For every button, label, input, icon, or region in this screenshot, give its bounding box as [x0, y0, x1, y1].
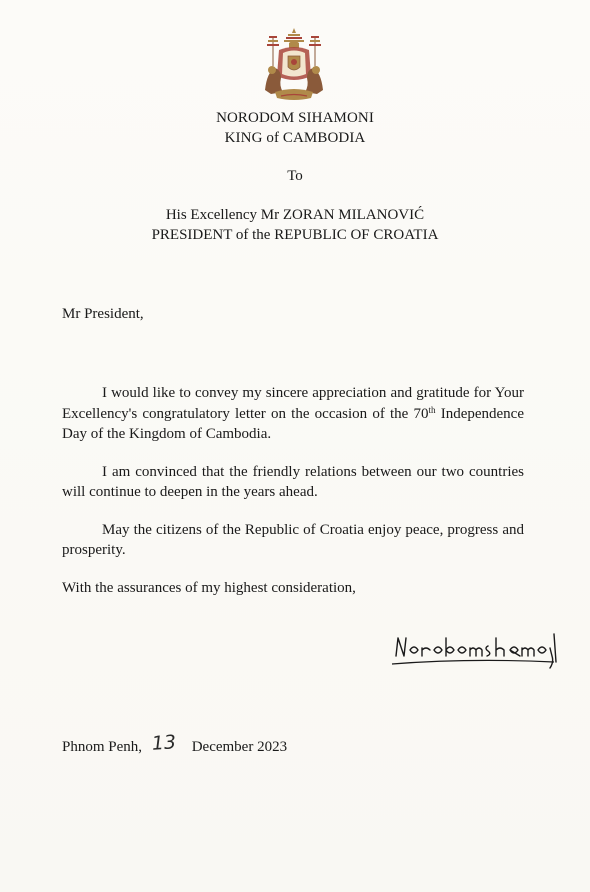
addressee-block	[0, 205, 590, 245]
sender-title: KING of CAMBODIA	[224, 130, 366, 146]
sender-name: NORODOM SIHAMONI	[216, 110, 374, 126]
paragraph-appreciation: I would like to convey my sincere appreciation and gratitude for Your Excellency's congratulatory letter on the occasion of the 70th Independence Day of the Kingdom of Cambodia.	[62, 385, 524, 442]
paragraph-relations: I am convinced that the friendly relations between our two countries will continue to deepen in the years ahead.	[62, 463, 524, 500]
royal-coat-of-arms	[261, 26, 327, 102]
sender-block	[0, 108, 590, 148]
place: Phnom Penh,	[62, 739, 143, 755]
letter-body	[62, 383, 524, 615]
handwritten-signature	[390, 626, 560, 672]
ordinal-suffix: th	[428, 404, 436, 415]
to-label: To	[287, 168, 303, 184]
salutation: Mr President,	[62, 306, 144, 322]
paragraph-wishes: May the citizens of the Republic of Croatia enjoy peace, progress and prosperity.	[62, 521, 524, 558]
addressee-title: PRESIDENT of the REPUBLIC OF CROATIA	[151, 227, 439, 243]
date-month-year: December 2023	[191, 739, 288, 755]
addressee-name: His Excellency Mr ZORAN MILANOVIĆ	[165, 207, 425, 223]
place-and-date	[62, 731, 288, 757]
closing-line: With the assurances of my highest consideration,	[62, 579, 356, 596]
date-day-handwritten: 13	[150, 731, 177, 755]
